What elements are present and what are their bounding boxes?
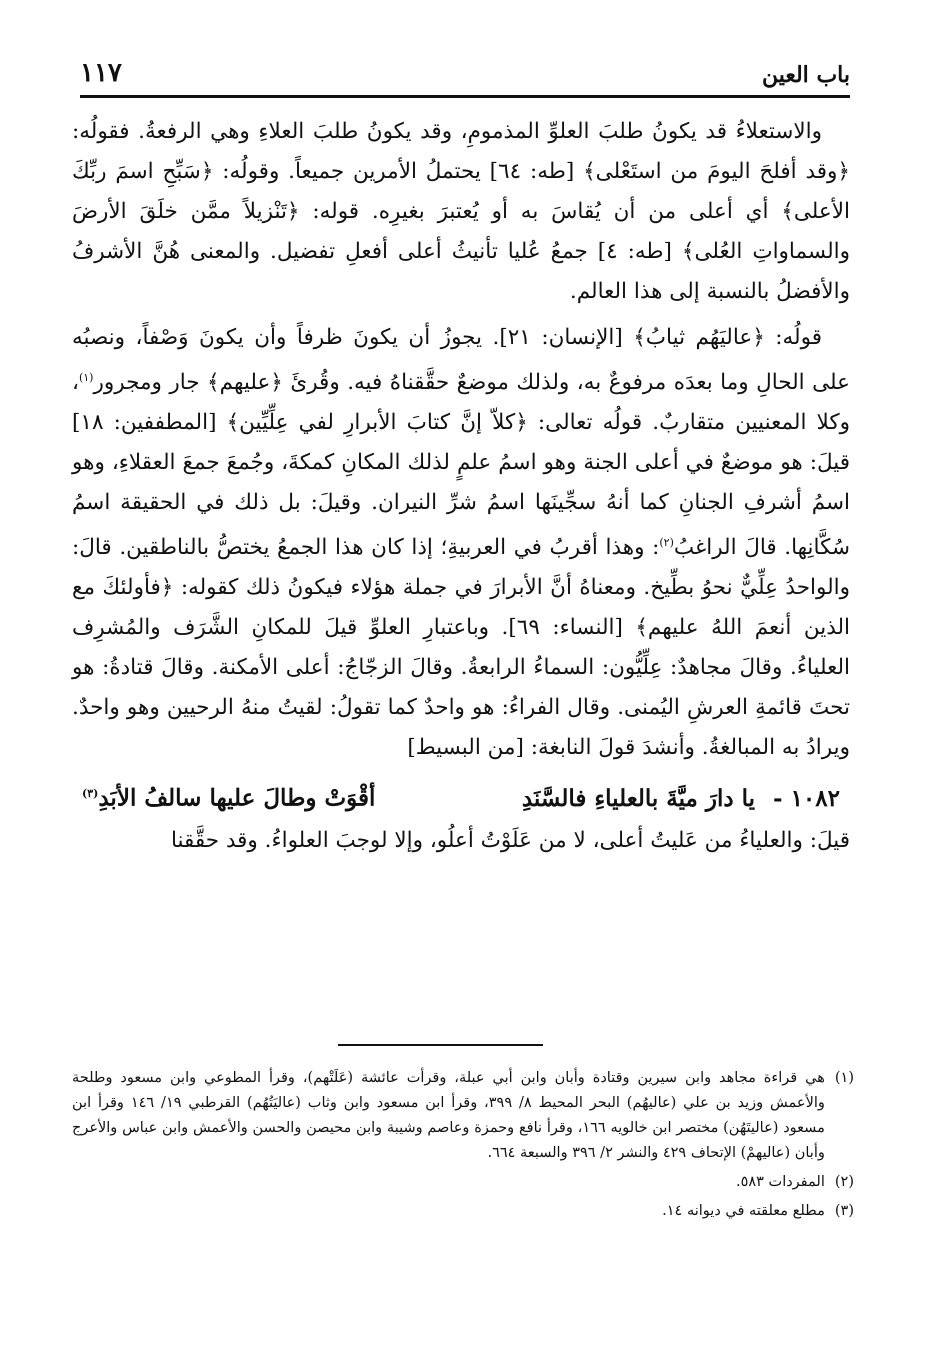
footnote-mark: (١) xyxy=(834,1070,854,1086)
footnote-ref-3[interactable]: (٣) xyxy=(82,787,99,801)
footnote-text: مطلع معلقته في ديوانه ١٤. xyxy=(662,1203,825,1219)
header-rule xyxy=(80,95,850,98)
footnote-text: هي قراءة مجاهد وابن سيرين وقتادة وأبان وابن أبي عبلة، وقرأت عائشة (عَلَتْهم)، وقرأ المطوعي وابن مسعود وطلحة والأعمش وزيد بن علي (عاليهُم) البحر المحيط ٨/ ٣٩٩، وقرأ ابن مسعود وابن وثاب (عاليَتُهُم) القرطبي ١٩/ ١٤٦ وقرأ ابن مسعود (عاليتَهُن) مختصر ابن خالويه ١٦٦، وقرأ نافع وحمزة وعاصم وشيبة وابن محيصن والحسن والأعمش وابن عباس والأعرج وأبان (عاليهمْ) الإتحاف ٤٢٩ والنشر ٢/ ٣٩٦ والسبعة ٦٦٤. xyxy=(72,1070,825,1161)
footnote-ref-2[interactable]: (٢) xyxy=(659,536,674,550)
footnote-mark: (٣) xyxy=(834,1203,854,1219)
page-number: ١١٧ xyxy=(80,58,122,88)
footnote-1 xyxy=(72,1066,854,1166)
footnote-3 xyxy=(72,1199,854,1224)
page-header xyxy=(80,58,850,92)
paragraph-2-part-a: قولُه: ﴿عاليَهُم ثيابُ﴾ [الإنسان: ٢١]. يجوزُ أن يكونَ ظرفاً وأن يكونَ وَصْفاً، ونصبُه على الحالِ وما بعدَه مرفوعٌ به، ولذلك موضعٌ حقَّقناهُ فيه. وقُرئَ ﴿عليهم﴾ جار ومجرور xyxy=(72,325,850,396)
footnote-separator xyxy=(338,1044,543,1046)
paragraph-2-part-c: : وهذا أقربُ في العربيةِ؛ إذا كان هذا الجمعُ يختصُّ بالناطقين. قالَ: والواحدُ عِلِّيٌّ نحوُ بطِّيخ. ومعناهُ أنَّ الأبرارَ في جملة هؤلاء فيكونُ ذلك كقوله: ﴿فأولئكَ مع الذين أنعمَ اللهُ عليهم﴾ [النساء: ٦٩]. وباعتبارِ العلوِّ قيلَ للمكانِ الشَّرَف والمُشرِف العلياءُ. وقالَ مجاهدٌ: عِلِّيُّون: السماءُ الرابعةُ. وقالَ الزجّاجُ: أعلى الأمكنة. وقالَ قتادةُ: هو تحتَ قائمةِ العرشِ اليُمنى. وقال الفراءُ: هو واحدٌ كما تقولُ: لقيتُ منهُ الرحيين وهو واحدٌ. ويرادُ به المبالغةُ. وأنشدَ قولَ النابغة: [من البسيط] xyxy=(72,535,851,761)
main-text xyxy=(72,112,850,867)
paragraph-3: قيلَ: والعلياءُ من عَليتُ أعلى، لا من عَلَوْتُ أعلُو، وإلا لوجبَ العلواءُ. وقد حقَّقنا xyxy=(170,827,850,853)
footnotes xyxy=(72,1066,854,1228)
poem-verse xyxy=(72,774,850,819)
paragraph-2 xyxy=(72,318,850,768)
verse-second-hemistich xyxy=(82,774,375,819)
footnote-2 xyxy=(72,1170,854,1195)
verse-first-hemistich: يا دارَ ميَّةَ بالعلياءِ فالسَّنَدِ xyxy=(521,784,756,812)
verse-number: ١٠٨٢ - xyxy=(773,784,840,812)
paragraph-1: والاستعلاءُ قد يكونُ طلبَ العلوِّ المذمومِ، وقد يكونُ طلبَ العلاءِ وهي الرفعةُ. فقولُه: ﴿وقد أفلحَ اليومَ من استَعْلى﴾ [طه: ٦٤] يحتملُ الأمرين جميعاً. وقولُه: ﴿سَبِّحِ اسمَ ربِّكَ الأعلى﴾ أي أعلى من أن يُقاسَ به أو يُعتبرَ بغيرِه. قوله: ﴿تَنْزيلاً ممَّن خلَقَ الأرضَ والسماواتِ العُلى﴾ [طه: ٤] جمعُ عُليا تأنيثُ أعلى أفعلِ تفضيل. والمعنى هُنَّ الأشرفُ والأفضلُ بالنسبة إلى هذا العالم. xyxy=(72,119,850,304)
chapter-title: باب العين xyxy=(761,62,850,88)
footnote-text: المفردات ٥٨٣. xyxy=(735,1174,825,1190)
verse-second-hemistich-text: أقْوَتْ وطالَ عليها سالفُ الأبَدِ xyxy=(98,784,376,812)
footnote-mark: (٢) xyxy=(834,1174,854,1190)
footnote-ref-1[interactable]: (١) xyxy=(78,371,94,384)
paragraph-2-part-b: ، وكلا المعنيين متقاربٌ. قولُه تعالى: ﴿كلاّ إنَّ كتابَ الأبرارِ لفي عِلِّيِّين﴾ [المطففين: ١٨] قيلَ: هو موضعٌ في أعلى الجنة وهو اسمُ علمٍ لذلك المكانِ كمكةَ، وجُمعَ جمعَ العقلاءِ، وهو اسمُ أشرفِ الجنانِ كما أنهُ سجِّينَها اسمُ شرِّ النيران. وقيلَ: بل ذلك في الحقيقة اسمُ سُكَّانِها. قالَ الراغبُ xyxy=(72,370,850,561)
